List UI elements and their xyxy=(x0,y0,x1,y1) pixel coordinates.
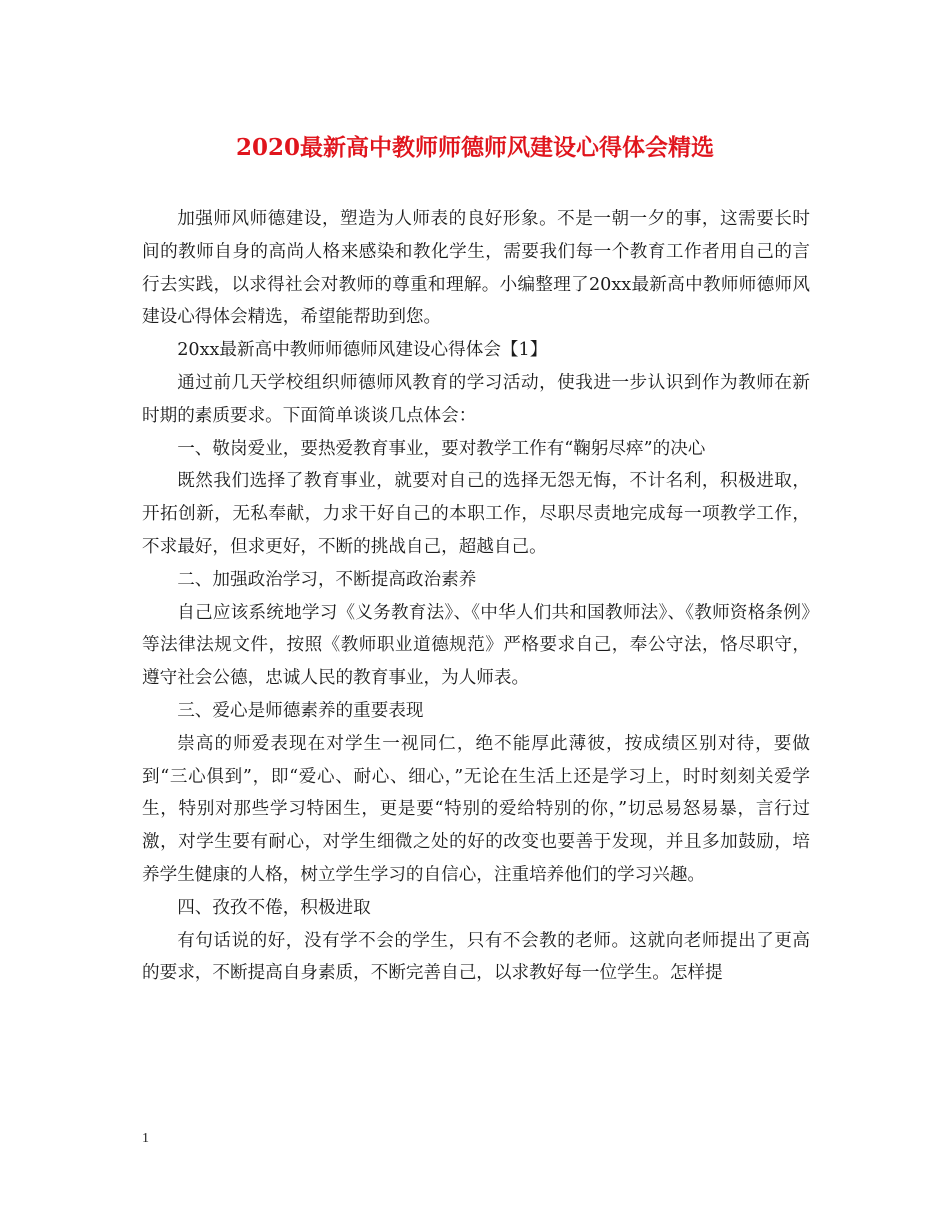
document-title: 2020最新高中教师师德师风建设心得体会精选 xyxy=(235,134,714,161)
point-heading-2: 二、加强政治学习，不断提高政治素养 xyxy=(177,569,477,590)
paragraph-intro: 加强师风师德建设，塑造为人师表的良好形象。不是一朝一夕的事，这需要长时间的教师自身的高尚人格来感染和教化学生，需要我们每一个教育工作者用自己的言行去实践，以求得社会对教师的尊重和理解。小编整理了20xx最新高中教师师德师风建设心得体会精选，希望能帮助到您。 xyxy=(142,209,810,328)
paragraph: 崇高的师爱表现在对学生一视同仁，绝不能厚此薄彼，按成绩区别对待，要做到“三心俱到”，即“爱心、耐心、细心，”无论在生活上还是学习上，时时刻刻关爱学生，特别对那些学习特困生，更是要“特别的爱给特别的你，”切忌易怒易暴，言行过激，对学生要有耐心，对学生细微之处的好的改变也要善于发现，并且多加鼓励，培养学生健康的人格，树立学生学习的自信心，注重培养他们的学习兴趣。 xyxy=(142,733,810,885)
paragraph: 通过前几天学校组织师德师风教育的学习活动，使我进一步认识到作为教师在新时期的素质要求。下面简单谈谈几点体会： xyxy=(142,372,810,426)
paragraph: 自己应该系统地学习《义务教育法》、《中华人们共和国教师法》、《教师资格条例》等法律法规文件，按照《教师职业道德规范》严格要求自己，奉公守法，恪尽职守，遵守社会公德，忠诚人民的教育事业，为人师表。 xyxy=(142,602,810,689)
point-heading-3: 三、爱心是师德素养的重要表现 xyxy=(177,700,424,721)
section-heading: 20xx最新高中教师师德师风建设心得体会【1】 xyxy=(177,340,548,361)
page-number: 1 xyxy=(142,1131,149,1146)
paragraph: 既然我们选择了教育事业，就要对自己的选择无怨无悔，不计名利，积极进取，开拓创新，无私奉献，力求干好自己的本职工作，尽职尽责地完成每一项教学工作，不求最好，但求更好，不断的挑战自己，超越自己。 xyxy=(142,471,810,557)
point-heading-4: 四、孜孜不倦，积极进取 xyxy=(177,897,371,918)
document-body xyxy=(142,203,810,990)
paragraph: 有句话说的好，没有学不会的学生，只有不会教的老师。这就向老师提出了更高的要求，不断提高自身素质，不断完善自己，以求教好每一位学生。怎样提 xyxy=(142,930,810,984)
point-heading-1: 一、敬岗爱业，要热爱教育事业，要对教学工作有“鞠躬尽瘁”的决心 xyxy=(177,438,706,459)
